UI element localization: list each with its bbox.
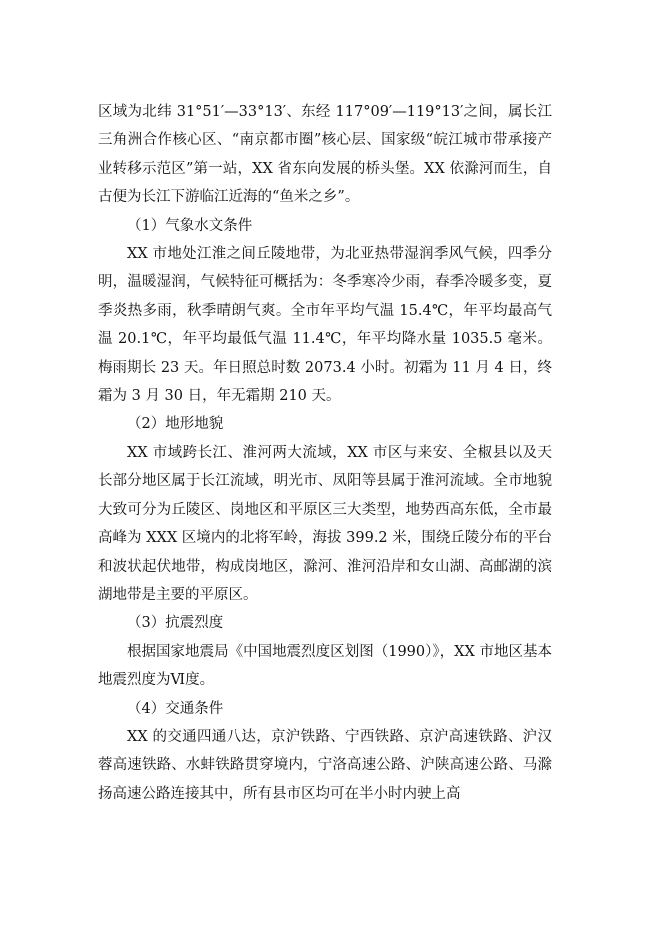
climate-paragraph: XX 市地处江淮之间丘陵地带，为北亚热带湿润季风气候，四季分明，温暖湿润，气候特征可概括为：冬季寒冷少雨，春季冷暖多变，夏季炎热多雨，秋季晴朗气爽。全市年平均气温 15.4℃，年平均最高气温 20.1℃，年平均最低气温 11.4℃，年平均降水量 1035.5 毫米。梅雨期长 23 天。年日照总时数 2073.4 小时。初霜为 11 月 4 日，终霜为 3 月 30 日，年无霜期 210 天。 bbox=[98, 246, 552, 405]
traffic-paragraph: XX 的交通四通八达，京沪铁路、宁西铁路、京沪高速铁路、沪汉蓉高速铁路、水蚌铁路贯穿境内，宁洛高速公路、沪陕高速公路、马滁扬高速公路连接其中，所有县市区均可在半小时内驶上高 bbox=[98, 728, 552, 802]
terrain-paragraph: XX 市域跨长江、淮河两大流域，XX 市区与来安、全椒县以及天长部分地区属于长江流域，明光市、凤阳等县属于淮河流域。全市地貌大致可分为丘陵区、岗地区和平原区三大类型，地势西高东低，全市最高峰为 XXX 区境内的北将军岭，海拔 399.2 米，围绕丘陵分布的平台和波状起伏地带，构成岗地区，滁河、淮河沿岸和女山湖、高邮湖的滨湖地带是主要的平原区。 bbox=[98, 444, 552, 603]
section-heading-traffic: （4）交通条件 bbox=[127, 700, 224, 717]
section-heading-seismic: （3）抗震烈度 bbox=[127, 615, 224, 632]
intro-paragraph: 区域为北纬 31°51′—33°13′、东经 117°09′—119°13′之间，属长江三角洲合作核心区、“南京都市圈”核心层、国家级“皖江城市带承接产业转移示范区”第一站，XX 省东向发展的桥头堡。XX 依滁河而生，自古便为长江下游临江近海的“鱼米之乡”。 bbox=[98, 104, 552, 206]
document-body bbox=[98, 98, 552, 808]
section-heading-climate: （1）气象水文条件 bbox=[127, 217, 253, 234]
section-heading-terrain: （2）地形地貌 bbox=[127, 416, 224, 433]
seismic-paragraph: 根据国家地震局《中国地震烈度区划图（1990）》，XX 市地区基本地震烈度为Ⅵ度。 bbox=[98, 643, 552, 689]
